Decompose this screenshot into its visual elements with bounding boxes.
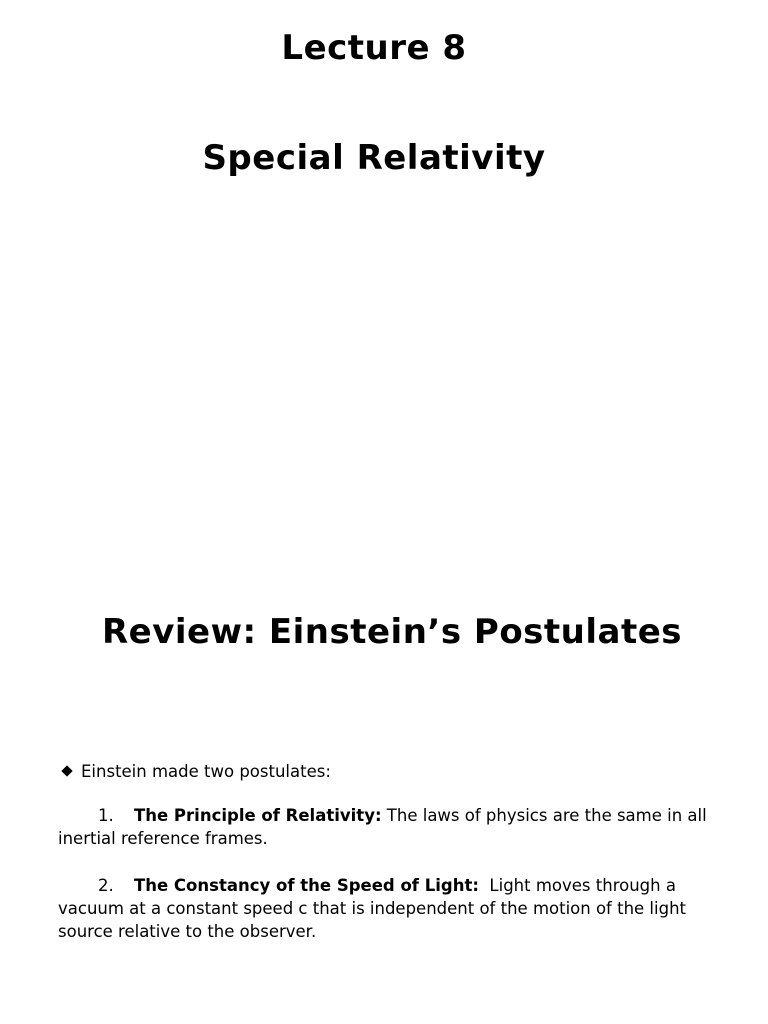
postulate-text: Light moves through a vacuum at a constant speed c that is independent of the motion of the light source relative to the observer. <box>58 876 692 941</box>
postulate-item <box>58 804 718 850</box>
postulate-term: The Principle of Relativity: <box>134 806 382 825</box>
postulate-term: The Constancy of the Speed of Light: <box>134 876 479 895</box>
diamond-bullet-icon <box>61 765 72 776</box>
postulate-text: The laws of physics are the same in all inertial reference frames. <box>58 806 712 848</box>
section-heading: Review: Einstein’s Postulates <box>101 612 683 652</box>
postulate-number: 1. <box>98 806 114 825</box>
postulate-number: 2. <box>98 876 114 895</box>
intro-text: Einstein made two postulates: <box>81 762 331 781</box>
lecture-subtitle: Special Relativity <box>202 138 546 178</box>
intro-line <box>58 760 718 783</box>
lecture-title: Lecture 8 <box>281 28 467 68</box>
postulate-item <box>58 874 718 943</box>
